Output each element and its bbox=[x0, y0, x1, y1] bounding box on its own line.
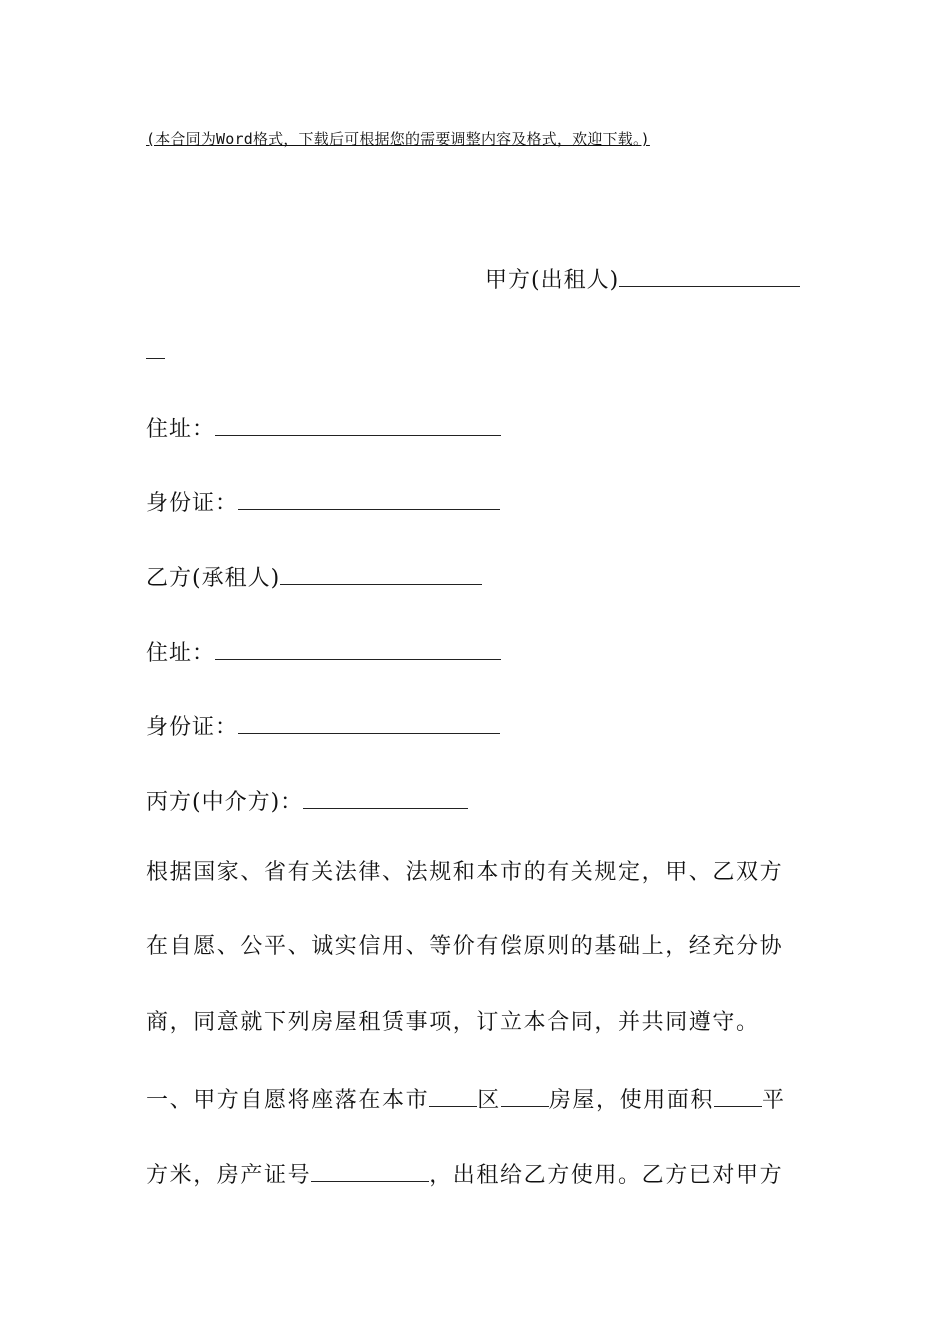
clause-1-text-a: 一、甲方自愿将座落在本市 bbox=[146, 1088, 430, 1113]
party-b-id-blank[interactable] bbox=[238, 709, 500, 734]
clause-1-text-b: 区 bbox=[477, 1088, 501, 1113]
property-cert-blank[interactable] bbox=[311, 1157, 429, 1182]
party-a-name-blank[interactable] bbox=[619, 262, 800, 287]
clause-1-line-2 bbox=[146, 1157, 783, 1191]
party-b-label: 乙方(承租人) bbox=[146, 566, 281, 591]
party-a-id-line bbox=[146, 485, 500, 519]
party-b-name-blank[interactable] bbox=[280, 560, 482, 585]
preamble-line-3: 商，同意就下列房屋租赁事项，订立本合同，并共同遵守。 bbox=[146, 1010, 760, 1035]
party-a-id-label: 身份证： bbox=[146, 491, 239, 516]
party-a-address-blank[interactable] bbox=[215, 411, 501, 436]
preamble-line-1: 根据国家、省有关法律、法规和本市的有关规定，甲、乙双方 bbox=[146, 860, 784, 885]
party-b-line bbox=[146, 560, 482, 594]
clause-1-text-e: 方米，房产证号 bbox=[146, 1163, 312, 1188]
party-a-address-line bbox=[146, 411, 501, 445]
district-blank[interactable] bbox=[429, 1082, 477, 1107]
party-a-id-blank[interactable] bbox=[238, 485, 500, 510]
clause-1-line-1 bbox=[146, 1082, 786, 1116]
format-notice: (本合同为Word格式，下载后可根据您的需要调整内容及格式，欢迎下载。) bbox=[146, 130, 650, 148]
preamble-line-2: 在自愿、公平、诚实信用、等价有偿原则的基础上，经充分协 bbox=[146, 934, 784, 959]
party-b-address-blank[interactable] bbox=[215, 635, 501, 660]
party-b-id-line bbox=[146, 709, 500, 743]
party-a-label: 甲方(出租人) bbox=[485, 268, 620, 293]
party-b-id-label: 身份证： bbox=[146, 715, 239, 740]
party-b-address-line bbox=[146, 635, 501, 669]
clause-1-text-d: 平 bbox=[762, 1088, 786, 1113]
area-blank[interactable] bbox=[714, 1082, 762, 1107]
party-c-line bbox=[146, 784, 468, 818]
house-blank[interactable] bbox=[501, 1082, 549, 1107]
party-a-name-blank-continuation bbox=[146, 358, 165, 359]
party-a-address-label: 住址： bbox=[146, 417, 216, 442]
party-b-address-label: 住址： bbox=[146, 641, 216, 666]
party-c-label: 丙方(中介方)： bbox=[146, 790, 304, 815]
party-c-name-blank[interactable] bbox=[303, 784, 468, 809]
clause-1-text-f: ，出租给乙方使用。乙方已对甲方 bbox=[429, 1163, 784, 1188]
clause-1-text-c: 房屋，使用面积 bbox=[548, 1088, 715, 1113]
party-a-line bbox=[485, 262, 800, 296]
